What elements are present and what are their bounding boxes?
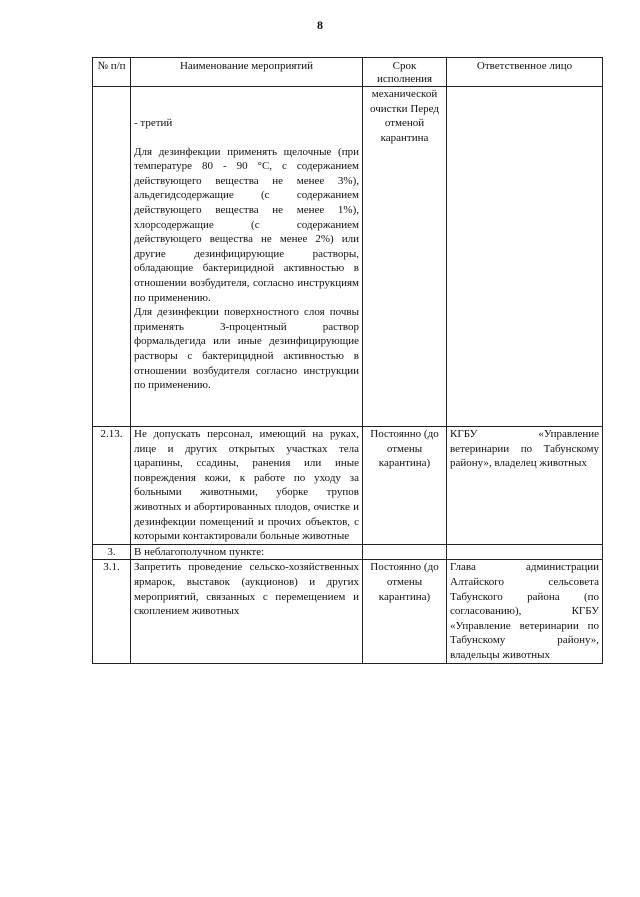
row-responsible: КГБУ «Управление ветеринарии по Табунскому району», владелец животных	[447, 427, 603, 545]
row-num	[93, 87, 131, 427]
header-term: Срок исполнения	[363, 58, 447, 87]
table-row-section	[93, 544, 603, 560]
table-header-row	[93, 58, 603, 87]
row-name: В неблагополучном пункте:	[131, 544, 363, 560]
header-responsible: Ответственное лицо	[447, 58, 603, 87]
row-name: Не допускать персонал, имеющий на руках, лице и других открытых участках тела царапины, ссадины, ранения или иные повреждения кожи, к работе по уходу за больными животными, уборке трупов животных и абортированных плодов, очистке и дезинфекции помещений и прочих объектов, с которыми контактировали больные животные	[131, 427, 363, 545]
row-responsible: Глава администрации Алтайского сельсовета Табунского района (по согласованию), КГБУ «Управление ветеринарии по Табунскому району», владельцы животных	[447, 560, 603, 663]
row-num: 3.1.	[93, 560, 131, 663]
table-row-continued	[93, 87, 603, 427]
row-name-part-2: Для дезинфекции применять щелочные (при температуре 80 - 90 °С, с содержанием действующего вещества не менее 3%), альдегидсодержащие (с содержанием действующего вещества не менее 1%), хлорсодержащие (с содержанием действующего вещества не менее 2%) или другие дезинфицирующие растворы, обладающие бактерицидной активностью в отношении возбудителя, согласно инструкциям по применению.	[134, 145, 359, 304]
header-num: № п/п	[93, 58, 131, 87]
row-responsible	[447, 87, 603, 427]
row-term	[363, 544, 447, 560]
table-row	[93, 427, 603, 545]
measures-table	[92, 57, 603, 664]
row-term: механической очистки Перед отменой карантина	[363, 87, 447, 427]
row-term: Постоянно (до отмены карантина)	[363, 560, 447, 663]
row-responsible	[447, 544, 603, 560]
row-name	[131, 87, 363, 427]
row-name-part-1: - третий	[134, 117, 173, 129]
header-name: Наименование мероприятий	[131, 58, 363, 87]
page-number: 8	[317, 18, 323, 32]
row-term: Постоянно (до отмены карантина)	[363, 427, 447, 545]
row-name-part-3: Для дезинфекции поверхностного слоя почвы применять 3-процентный раствор формальдегида или иные дезинфицирующие растворы с бактерицидной активностью в отношении возбудителя согласно инструкции по применению.	[134, 306, 359, 392]
row-num: 2.13.	[93, 427, 131, 545]
row-name: Запретить проведение сельско-хозяйственных ярмарок, выставок (аукционов) и других мероприятий, связанных с перемещением и скоплением животных	[131, 560, 363, 663]
row-num: 3.	[93, 544, 131, 560]
table-row	[93, 560, 603, 663]
